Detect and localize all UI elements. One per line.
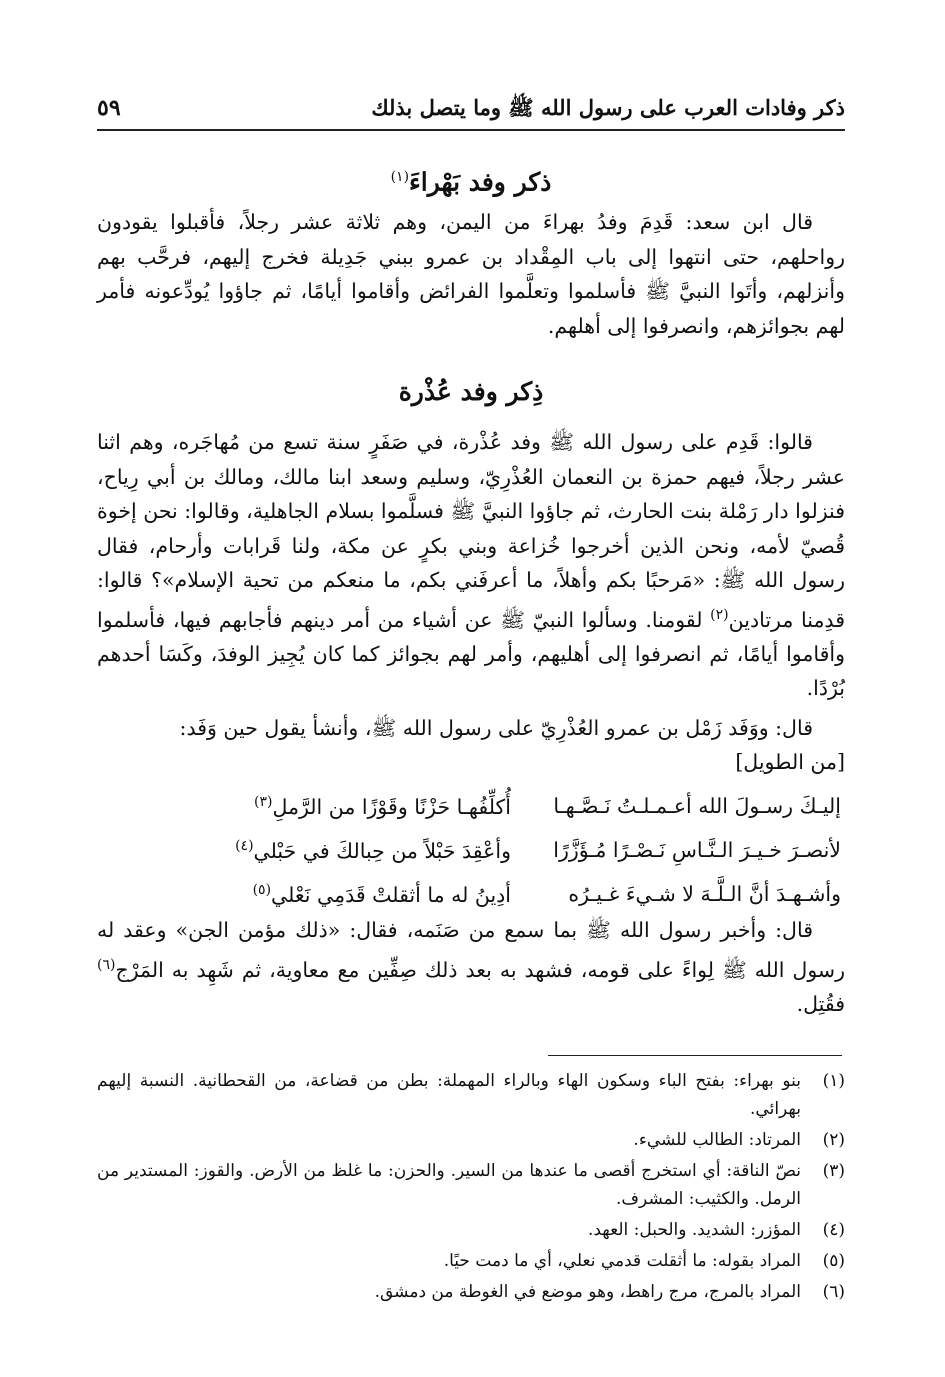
verse-second-hemistich — [101, 794, 511, 819]
footnote — [97, 1278, 845, 1306]
verse-line — [97, 828, 845, 872]
footnote-text: بنو بهراء: بفتح الباء وسكون الهاء وبالراء المهملة: بطن من قضاعة، من القحطانية. النسبة إليهم بهرائي. — [97, 1071, 801, 1119]
footnote-ref: (٢) — [710, 606, 729, 623]
footnote-text: المرتاد: الطالب للشيء. — [633, 1130, 801, 1150]
footnote — [97, 1247, 845, 1275]
paragraph-text: قال ابن سعد: قَدِمَ وفدُ بهراءَ من اليمن، وهم ثلاثة عشر رجلاً، فأقبلوا يقودون رواحلهم، حتى انتهوا إلى باب المِقْداد بن عمرو ببني جَدِيلة فخرج إليهم، فرحَّب بهم وأنزلهم، وأتَوا النبيَّ ﷺ فأسلموا وتعلَّموا الفرائض وأقاموا أيامًا، ثم جاؤوا يُودِّعونه فأمر لهم بجوائزهم، وانصرفوا إلى أهلهم. — [97, 210, 845, 338]
paragraph-text: فقُتِل. — [796, 991, 845, 1016]
paragraph-text: قالوا: قَدِم على رسول الله ﷺ وفد عُذْرة، في صَفَرٍ سنة تسع من مُهاجَره، وهم اثنا عشر رجلاً، فيهم حمزة بن النعمان العُذْرِيّ، وسليم وسعد ابنا مالك، ومالك بن أبي رِياح، فنزلوا دار رَمْلة بنت الحارث، ثم جاؤوا النبيَّ ﷺ فسلَّموا بسلام الجاهلية، وقالوا: نحن إخوة قُصيّ لأمه، ونحن الذين أخرجوا خُزاعة وبني بكرٍ عن مكة، ولنا قَرابات وأرحام، فقال رسول الله ﷺ: «مَرحبًا بكم وأهلاً، ما أعرفَني بكم، ما منعكم من تحية الإسلام»؟ قالوا: قدِمنا مرتادين — [97, 430, 845, 632]
verse-second-hemistich — [101, 838, 511, 863]
verse-text: أُكلِّفُهـا حَزْنًا وقَوْزًا من الرَّملِ — [272, 794, 511, 819]
footnote-ref: (٦) — [97, 956, 116, 973]
paragraph-text: لقومنا. وسألوا النبيّ ﷺ عن أشياء من أمر دينهم فأجابهم فيها، فأسلموا وأقاموا أيامًا، ثم انصرفوا إلى أهليهم، وأمر لهم بجوائز كما كان يُجِيز الوفدَ، وكَسَا أحدهم بُرْدًا. — [97, 607, 845, 701]
verse-first-hemistich: لأنصـرَ خـيـرَ الـنَّـاسِ نَـصْـرًا مُـؤَزَّرًا — [553, 838, 841, 862]
page-header — [97, 93, 845, 131]
footnote-number: (٢) — [822, 1130, 845, 1150]
footnote — [97, 1126, 845, 1154]
verse-first-hemistich: وأشـهـدَ أنَّ الـلَّـهَ لا شـيءَ غـيـرُه — [568, 882, 841, 906]
footnote-text: المراد بالمرج، مرج راهط، وهو موضع في الغوطة من دمشق. — [374, 1282, 801, 1302]
verse-first-hemistich: إليـكَ رسـولَ الله أعـمـلـتُ نَـصَّـهـا — [553, 794, 841, 818]
section-heading-udhra: ذِكر وفد عُذْرة — [398, 377, 544, 406]
footnote-ref: (١) — [390, 169, 410, 185]
footnotes — [97, 1067, 845, 1309]
footnote-ref: (٣) — [253, 793, 273, 810]
running-title: ذكر وفادات العرب على رسول الله ﷺ وما يتصل بذلك — [371, 95, 845, 120]
poem-meter-label: [من الطويل] — [735, 750, 845, 774]
footnote-text: نصّ الناقة: أي استخرج أقصى ما عندها من السير. والحزن: ما غلظ من الأرض. والقوز: المستدير من الرمل. والكثيب: المشرف. — [97, 1161, 801, 1209]
verse-line — [97, 784, 845, 828]
poem — [97, 784, 845, 916]
verse-line — [97, 872, 845, 916]
paragraph-udhra-c — [97, 913, 845, 1021]
paragraph-udhra-b — [97, 711, 845, 746]
section-heading-bahra — [97, 160, 845, 199]
verse-second-hemistich — [101, 882, 511, 907]
footnote-ref: (٤) — [235, 837, 254, 854]
footnote-number: (٥) — [822, 1251, 845, 1271]
footnote-number: (٦) — [822, 1282, 845, 1302]
footnote — [97, 1216, 845, 1244]
footnote-number: (١) — [822, 1071, 845, 1091]
footnote-divider — [548, 1055, 842, 1056]
paragraph-udhra-a — [97, 425, 845, 706]
footnote-text: المؤزر: الشديد. والحبل: العهد. — [587, 1220, 801, 1240]
footnote-ref: (٥) — [252, 881, 272, 898]
paragraph-text: قال: ووَفَد زَمْل بن عمرو العُذْرِيّ على رسول الله ﷺ، وأنشأ يقول حين وَفَد: — [179, 716, 813, 740]
paragraph-bahra — [97, 205, 845, 343]
verse-text: أدِينُ له ما أثقلتْ قَدَمِي نَعْلي — [271, 882, 511, 907]
footnote-number: (٣) — [822, 1161, 845, 1181]
heading-text: ذكر وفد بَهْراءَ — [409, 167, 552, 197]
footnote — [97, 1067, 845, 1123]
footnote — [97, 1157, 845, 1213]
paragraph-text: قال: وأخبر رسول الله ﷺ بما سمع من صَنَمه، فقال: «ذلك مؤمن الجن» وعقد له رسول الله ﷺ لِواءً على قومه، فشهد به بعد ذلك صِفِّين مع معاوية، ثم شَهِد به المَرْج — [97, 918, 845, 982]
footnote-text: المراد بقوله: ما أثقلت قدمي نعلي، أي ما دمت حيًا. — [443, 1251, 801, 1271]
page-number: ٥٩ — [97, 95, 121, 121]
verse-text: وأعْقِدَ حَبْلاً من حِبالكَ في حَبْلي — [253, 838, 511, 863]
footnote-number: (٤) — [822, 1220, 845, 1240]
